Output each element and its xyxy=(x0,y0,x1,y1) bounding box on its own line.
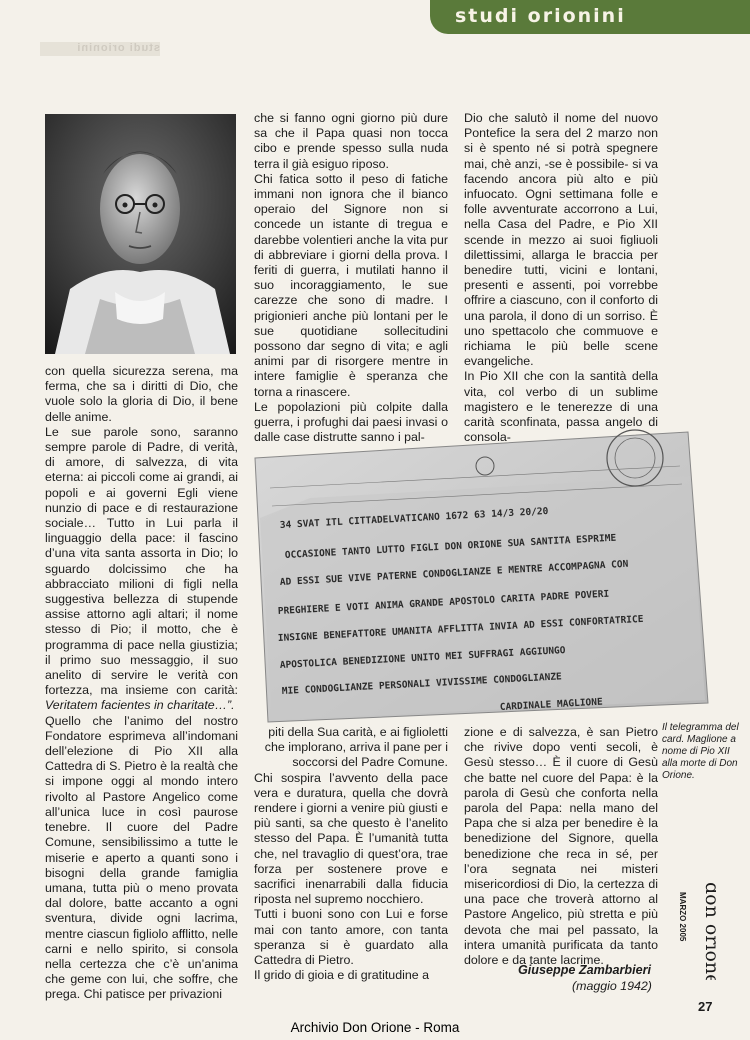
author-signature: Giuseppe Zambarbieri xyxy=(518,963,651,977)
article-paragraph: Dio che salutò il nome del nuovo Pontefice la sera del 2 marzo non si è spento né si potrà spegnere mai, chè anzi, -se è possibile- si va facendo ancora più alto e più infuocato. Ogni settimana folle e folle avventurate accorrono a Lui, nella Casa del Padre, e Pio XII scende in mezzo ai suoi figliuoli dilettissimi, allarga le braccia per benedire tutti, vicini e lontani, presenti e assenti, poi vorrebbe offrire a ciascuno, con il conforto di una parola, il dono di un sorriso. È uno spettacolo che commuove e richiama le più belle scene evangeliche. xyxy=(464,111,658,369)
latin-motto: Veritatem facientes in charitate…”. xyxy=(45,698,235,713)
page-number: 27 xyxy=(698,999,713,1014)
telegram-document xyxy=(250,428,710,723)
article-column-3-bottom xyxy=(464,725,658,968)
article-paragraph: In Pio XII che con la santità della vita, col verbo di un sublime magistero e le tenerezze di una carità sconfinata, passa angelo di consola- xyxy=(464,369,658,445)
article-column-1 xyxy=(45,364,238,1003)
article-paragraph: Tutti i buoni sono con Lui e forse mai con tanto amore, con tanta speranza si è guardato alla Cattedra di Pietro. xyxy=(254,907,448,968)
telegram-line: INSIGNE BENEFATTORE UMANITA AFFLITTA INVIA AD ESSI CONFORTATRICE xyxy=(277,613,644,644)
article-text: Le sue parole sono, saranno sempre parole di Padre, di verità, di amore, di salvezza, di vita eterna: ai piccoli come ai grandi, ai popoli e ai governi Egli viene nunzio di pace e di restaurazione sociale… Tutto in Lui parla il linguaggio della pace: il fascino d’una vita santa assorta in Dio; lo sguardo dolcissimo che ha abbracciato milioni di figli nella suggestiva bellezza di stupende assise attorno agli altari; il nome stesso di Pio; il motto, che è programma di pace nella giustizia; il primo suo messaggio, il suo anelito di servire le verità con fortezza, ma insieme con carità: xyxy=(45,424,238,698)
telegram-line: APOSTOLICA BENEDIZIONE UNITO MEI SUFFRAGI AGGIUNGO xyxy=(279,645,566,671)
photo-caption: Il telegramma del card. Maglione a nome di Pio XII alla morte di Don Orione. xyxy=(662,722,739,781)
article-paragraph: Le popolazioni più colpite dalla guerra, i profughi dai paesi invasi o dalle case distrutte sanno i pal- xyxy=(254,399,448,445)
article-column-2-bottom xyxy=(254,725,448,983)
article-paragraph: Chi fatica sotto il peso di fatiche immani non ignora che il bianco operaio del Signore non si concede un istante di tregua e darebbe volentieri anche la vita pur di abbreviare i giorni della prova. I feriti di guerra, i mutilati hanno il suo incoraggiamento, le sue carezze che sono di madre. I prigionieri anche più lontani per le sue quotidiane sollecitudini possono dar segno di vita; e agli animi par di risorgere mentre in intere famiglie è speranza che torna a rinascere. xyxy=(254,171,448,399)
article-paragraph: che si fanno ogni giorno più dure sa che il Papa quasi non tocca cibo e prende spesso sulla nuda terra il già esiguo riposo. xyxy=(254,111,448,171)
magazine-logo xyxy=(676,880,716,980)
telegram-line: PREGHIERE E VOTI ANIMA GRANDE APOSTOLO CARITA PADRE POVERI xyxy=(277,588,610,617)
magazine-issue: MARZO 2005 xyxy=(678,892,687,942)
telegram-line: OCCASIONE TANTO LUTTO FIGLI DON ORIONE SUA SANTITA ESPRIME xyxy=(284,532,617,561)
portrait-illustration xyxy=(45,114,236,354)
article-paragraph: piti della Sua carità, e ai figlioletti che implorano, arriva il pane per i soccorsi del Padre Comune. xyxy=(264,725,448,770)
article-paragraph: con quella sicurezza serena, ma ferma, che sa i diritti di Dio, che vuole solo la gloria di Dio, il bene delle anime. xyxy=(45,364,238,424)
article-paragraph: Quello che l’animo del nostro Fondatore esprimeva all’indomani dell’elezione di Pio XII alla Cattedra di S. Pietro è la realtà che si impone oggi al mondo intero rivolto al Pastore Angelico come all’unica luce in così paurose tenebre. Il cuore del Padre Comune, sensibilissimo a tutte le miserie e aperto a quanti sono i bisogni della grande famiglia umana, tutta più o meno provata dal dolore, batte accanto a ogni sventura, divide ogni lacrima, mentre ciascun figliolo afflitto, nelle carni e nello spirito, si consola nella certezza che c’è un’anima che geme con lui, che soffre, che prega. Chi patisce per privazioni xyxy=(45,713,238,1002)
article-column-3-top xyxy=(464,111,658,445)
ghost-show-through-text: studi orionini xyxy=(40,42,160,56)
article-paragraph: Il grido di gioia e di gratitudine a xyxy=(254,968,429,983)
archive-footer: Archivio Don Orione - Roma xyxy=(290,1020,460,1035)
telegram-line: MIE CONDOGLIANZE PERSONALI VIVISSIME CONDOGLIANZE xyxy=(281,671,563,697)
telegram-line: 34 SVAT ITL CITTADELVATICANO 1672 63 14/3 20/20 xyxy=(279,505,549,531)
article-paragraph: zione e di salvezza, è san Pietro che rivive dopo venti secoli, è Gesù stesso… È il cuore di Gesù che batte nel cuore del Papa: è la parola di Gesù che conforta nella parola del Papa: nella mano del Papa che si alza per benedire è la benedizione del Signore, quella benedizione che reca in sé, per l’ora segnata nei misteri misericordiosi di Dio, la certezza di una pace che troverà attorno al Pastore Angelico, più stretta e più devota che mai pel passato, la intera umanità purificata da tanto dolore e da tante lacrime. xyxy=(464,725,658,968)
pope-portrait-photo xyxy=(45,114,236,354)
telegram-line: CARDINALE MAGLIONE xyxy=(499,696,603,713)
article-paragraph: Chi sospira l’avvento della pace vera e duratura, quella che dovrà rendere i giorni a venire più giusti e più santi, sa che questo è l’anelito stesso del Papa. È l’umanità tutta che, nel travaglio di quest’ora, trae forza per sostenere prove e sacrifici inenarrabili dalla fiducia riposta nel supremo nocchiero. xyxy=(254,770,448,907)
telegram-line: AD ESSI SUE VIVE PATERNE CONDOGLIANZE E MENTRE ACCOMPAGNA CON xyxy=(279,558,629,588)
section-title: studi orionini xyxy=(455,5,626,27)
magazine-name: don orione xyxy=(701,882,716,980)
telegram-image xyxy=(250,428,710,723)
signature-date: (maggio 1942) xyxy=(572,979,652,993)
article-paragraph xyxy=(45,425,238,714)
article-column-2-top xyxy=(254,111,448,445)
